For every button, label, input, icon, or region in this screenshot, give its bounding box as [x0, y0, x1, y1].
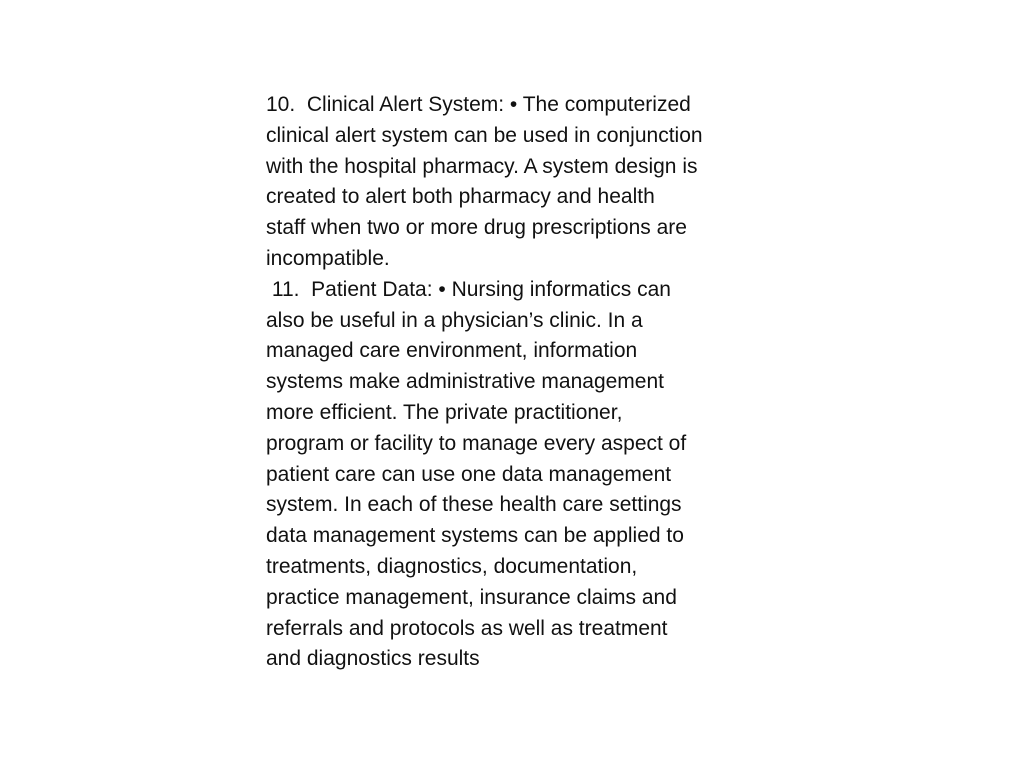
text-line: also be useful in a physician’s clinic. In a	[266, 308, 643, 332]
text-line: managed care environment, information	[266, 339, 638, 363]
text-line: with the hospital pharmacy. A system design is	[266, 154, 698, 178]
text-line: more efficient. The private practitioner,	[266, 400, 623, 424]
text-line: clinical alert system can be used in conjunction	[266, 123, 703, 147]
text-line: referrals and protocols as well as treatment	[266, 616, 668, 640]
text-line: practice management, insurance claims and	[266, 585, 677, 609]
text-line: system. In each of these health care settings	[266, 493, 682, 517]
text-line: created to alert both pharmacy and health	[266, 185, 655, 209]
text-line: and diagnostics results	[266, 647, 480, 671]
text-line: 11. Patient Data: • Nursing informatics can	[266, 277, 671, 301]
text-line: staff when two or more drug prescriptions are	[266, 216, 687, 240]
text-line: data management systems can be applied to	[266, 524, 684, 548]
text-line: systems make administrative management	[266, 370, 664, 394]
body-text	[266, 90, 766, 675]
text-line: patient care can use one data management	[266, 462, 672, 486]
text-line: 10. Clinical Alert System: • The computerized	[266, 93, 691, 116]
text-line: treatments, diagnostics, documentation,	[266, 554, 638, 578]
text-line: program or facility to manage every aspect of	[266, 431, 687, 455]
text-line: incompatible.	[266, 246, 390, 270]
